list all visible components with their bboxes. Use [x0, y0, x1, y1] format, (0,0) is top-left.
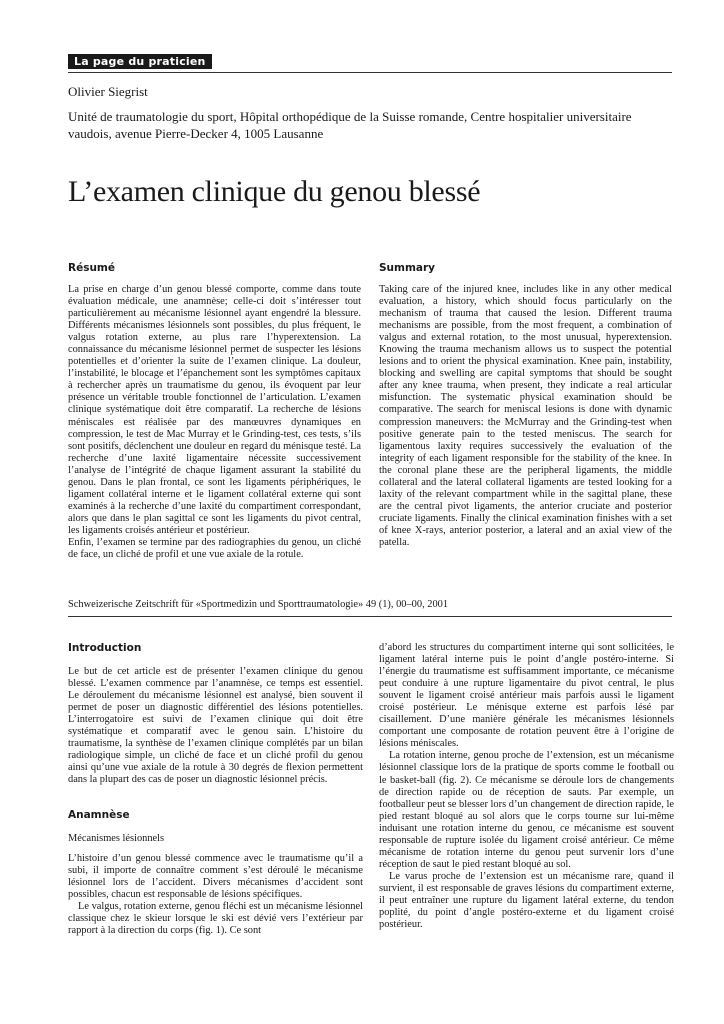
- mecanismes-subheading: Mécanismes lésionnels: [68, 832, 165, 844]
- anamnese-paragraph: Le valgus, rotation externe, genou fléchi est un mécanisme lésionnel classique chez le skieur lorsque le ski est dévié vers l’extérieur par rapport à la direction du corps (fig. 1). Ce sont: [68, 900, 363, 936]
- anamnese-paragraph: L’histoire d’un genou blessé commence avec le traumatisme qu’il a subi, il importe de connaître comment s’est déroulé le mécanisme lésionnel lors de l’accident. Divers mécanismes d’accident sont possibles, chacun est responsable de lésions spécifiques.: [68, 852, 363, 900]
- summary-heading: Summary: [379, 262, 436, 274]
- section-label: La page du praticien: [68, 54, 212, 69]
- author-affiliation: Unité de traumatologie du sport, Hôpital orthopédique de la Suisse romande, Centre hospitalier universitaire vaudois, avenue Pierre-Decker 4, 1005 Lausanne: [68, 109, 632, 141]
- introduction-heading: Introduction: [68, 642, 142, 654]
- journal-reference: Schweizerische Zeitschrift für «Sportmedizin und Sporttraumatologie» 49 (1), 00–00, 2001: [68, 599, 449, 610]
- summary-text: [379, 284, 672, 549]
- body-paragraph: Le varus proche de l’extension est un mécanisme rare, quand il survient, il est responsable de graves lésions du compartiment externe, il peut entraîner une rupture du ligament latéral externe, du tendon poplité, du point d’angle postéro-externe et du ligament croisé postérieur.: [379, 870, 674, 931]
- resume-paragraph: La prise en charge d’un genou blessé comporte, comme dans toute évaluation médicale, une anamnèse; celle-ci doit s’intéresser tout particulièrement au mécanisme lésionnel ayant engendré la blessure. Différents mécanismes lésionnels sont possibles, du plus fréquent, le valgus rotation externe, au plus rare l’hyperextension. La connaissance du mécanisme lésionnel permet de suspecter les lésions potentielles et d’orienter la suite de l’examen clinique. La douleur, l’instabilité, le blocage et l’épanchement sont les symptômes capitaux à rechercher après un traumatisme du genou, ils évoquent par leur présence un véritable trouble fonctionnel de l’articulation. L’examen clinique systématique doit être comparatif. La recherche de lésions méniscales est réalisée par des manœuvres dynamiques en compression, le test de Mac Murray et le Grinding-test, ces tests, s’ils sont positifs, déclenchent une douleur en regard du ménisque testé. La recherche d’une laxité ligamentaire nécessite successivement l’analyse de l’intégrité de chaque ligament assurant la stabilité du genou. Dans le plan frontal, ce sont les ligaments périphériques, le ligament collatéral interne et le ligament collatéral externe qui sont examinés à la recherche d’une laxité du compartiment correspondant, alors que dans le plan sagittal ce sont les ligaments du pivot central, les ligaments croisés antérieur et postérieur.: [68, 284, 361, 536]
- header-rule: [68, 72, 672, 73]
- section-spacer: [68, 787, 363, 809]
- resume-text: [68, 284, 361, 561]
- summary-paragraph: Taking care of the injured knee, includes like in any other medical evaluation, a history, which should focus particularly on the mechanism of trauma that caused the lesion. Different trauma mechanisms are possible, from the most frequent, a combination of valgus and external rotation, to the most unusual, hyperextension. Knowing the trauma mechanism allows us to suspect the potential lesions and to orient the physical examination. Knee pain, instability, blocking and swelling are capital symptoms that should be sought after any knee trauma, when present, they indicate a real articular misfunction. The systematic physical examination should be comparative. The search for meniscal lesions is done with dynamic compression maneuvers: the McMurray and the Grinding-test when positive generate pain to the tested meniscus. The search for ligamentous laxity requires successively the evaluation of the integrity of each ligament responsible for the stability of the knee. In the coronal plane these are the peripheral ligaments, the middle collateral and the lateral collateral ligaments are tested looking for a laxity of the relevant compartment while in the sagittal plane, these are the central pivot ligaments, the anterior cruciate and posterior cruciate ligaments. Finally the clinical examination finishes with a set of knee X-rays, anterior posterior, a lateral and an axial view of the patella.: [379, 284, 672, 548]
- author-name: Olivier Siegrist: [68, 84, 148, 99]
- resume-paragraph: Enfin, l’examen se termine par des radiographies du genou, un cliché de face, un cliché de profil et une vue axiale de la rotule.: [68, 536, 361, 561]
- resume-heading: Résumé: [68, 262, 115, 274]
- body-right-column: [379, 642, 674, 931]
- body-paragraph: La rotation interne, genou proche de l’extension, est un mécanisme lésionnel classique lors de la pratique de sports comme le football ou le basket-ball (fig. 2). Ce mécanisme se déroule lors de changements de direction rapide ou de réception de sauts. Par exemple, un footballeur peut se blesser lors d’un changement de direction rapide, le pied restant bloqué au sol alors que le corps tourne sur lui-même induisant une rotation interne du genou, ce mécanisme est souvent responsable de rupture isolée du ligament croisé antérieur. Ce même mécanisme de rotation interne du genou peut survenir lors d’une réception de saut le pied restant bloqué au sol.: [379, 750, 674, 870]
- abstract-rule: [68, 616, 672, 617]
- body-paragraph: d’abord les structures du compartiment interne qui sont sollicitées, le ligament latéral interne puis le point d’angle postéro-interne. Si l’énergie du traumatisme est suffisamment importante, ce mécanisme peut conduire à une rupture ligamentaire du pivot central, le plus souvent le ligament croisé antérieur mais parfois aussi le ligament croisé postérieur. Le ménisque externe est parfois lésé par cisaillement. D’une manière générale les mécanismes lésionnels comportant une composante de rotation peuvent être à l’origine de lésions méniscales.: [379, 642, 674, 750]
- article-title: L’examen clinique du genou blessé: [68, 175, 481, 208]
- anamnese-heading: Anamnèse: [68, 808, 130, 821]
- introduction-paragraph: Le but de cet article est de présenter l’examen clinique du genou blessé. L’examen commence par l’anamnèse, ce temps est essentiel. Le déroulement du mécanisme lésionnel est analysé, bien souvent il permet de poser un diagnostic différentiel des lésions potentielles. L’interrogatoire est suivi de l’examen clinique qui doit être systématique et comparatif avec le genou sain. L’histoire du traumatisme, la synthèse de l’examen clinique complétés par un bilan radiologique simple, un cliché de face et un cliché profil du genou ainsi qu’une vue axiale de la rotule à 30 degrés de flexion permettent dans la plupart des cas de poser un diagnostic lésionnel précis.: [68, 666, 363, 786]
- body-left-column: [68, 642, 363, 937]
